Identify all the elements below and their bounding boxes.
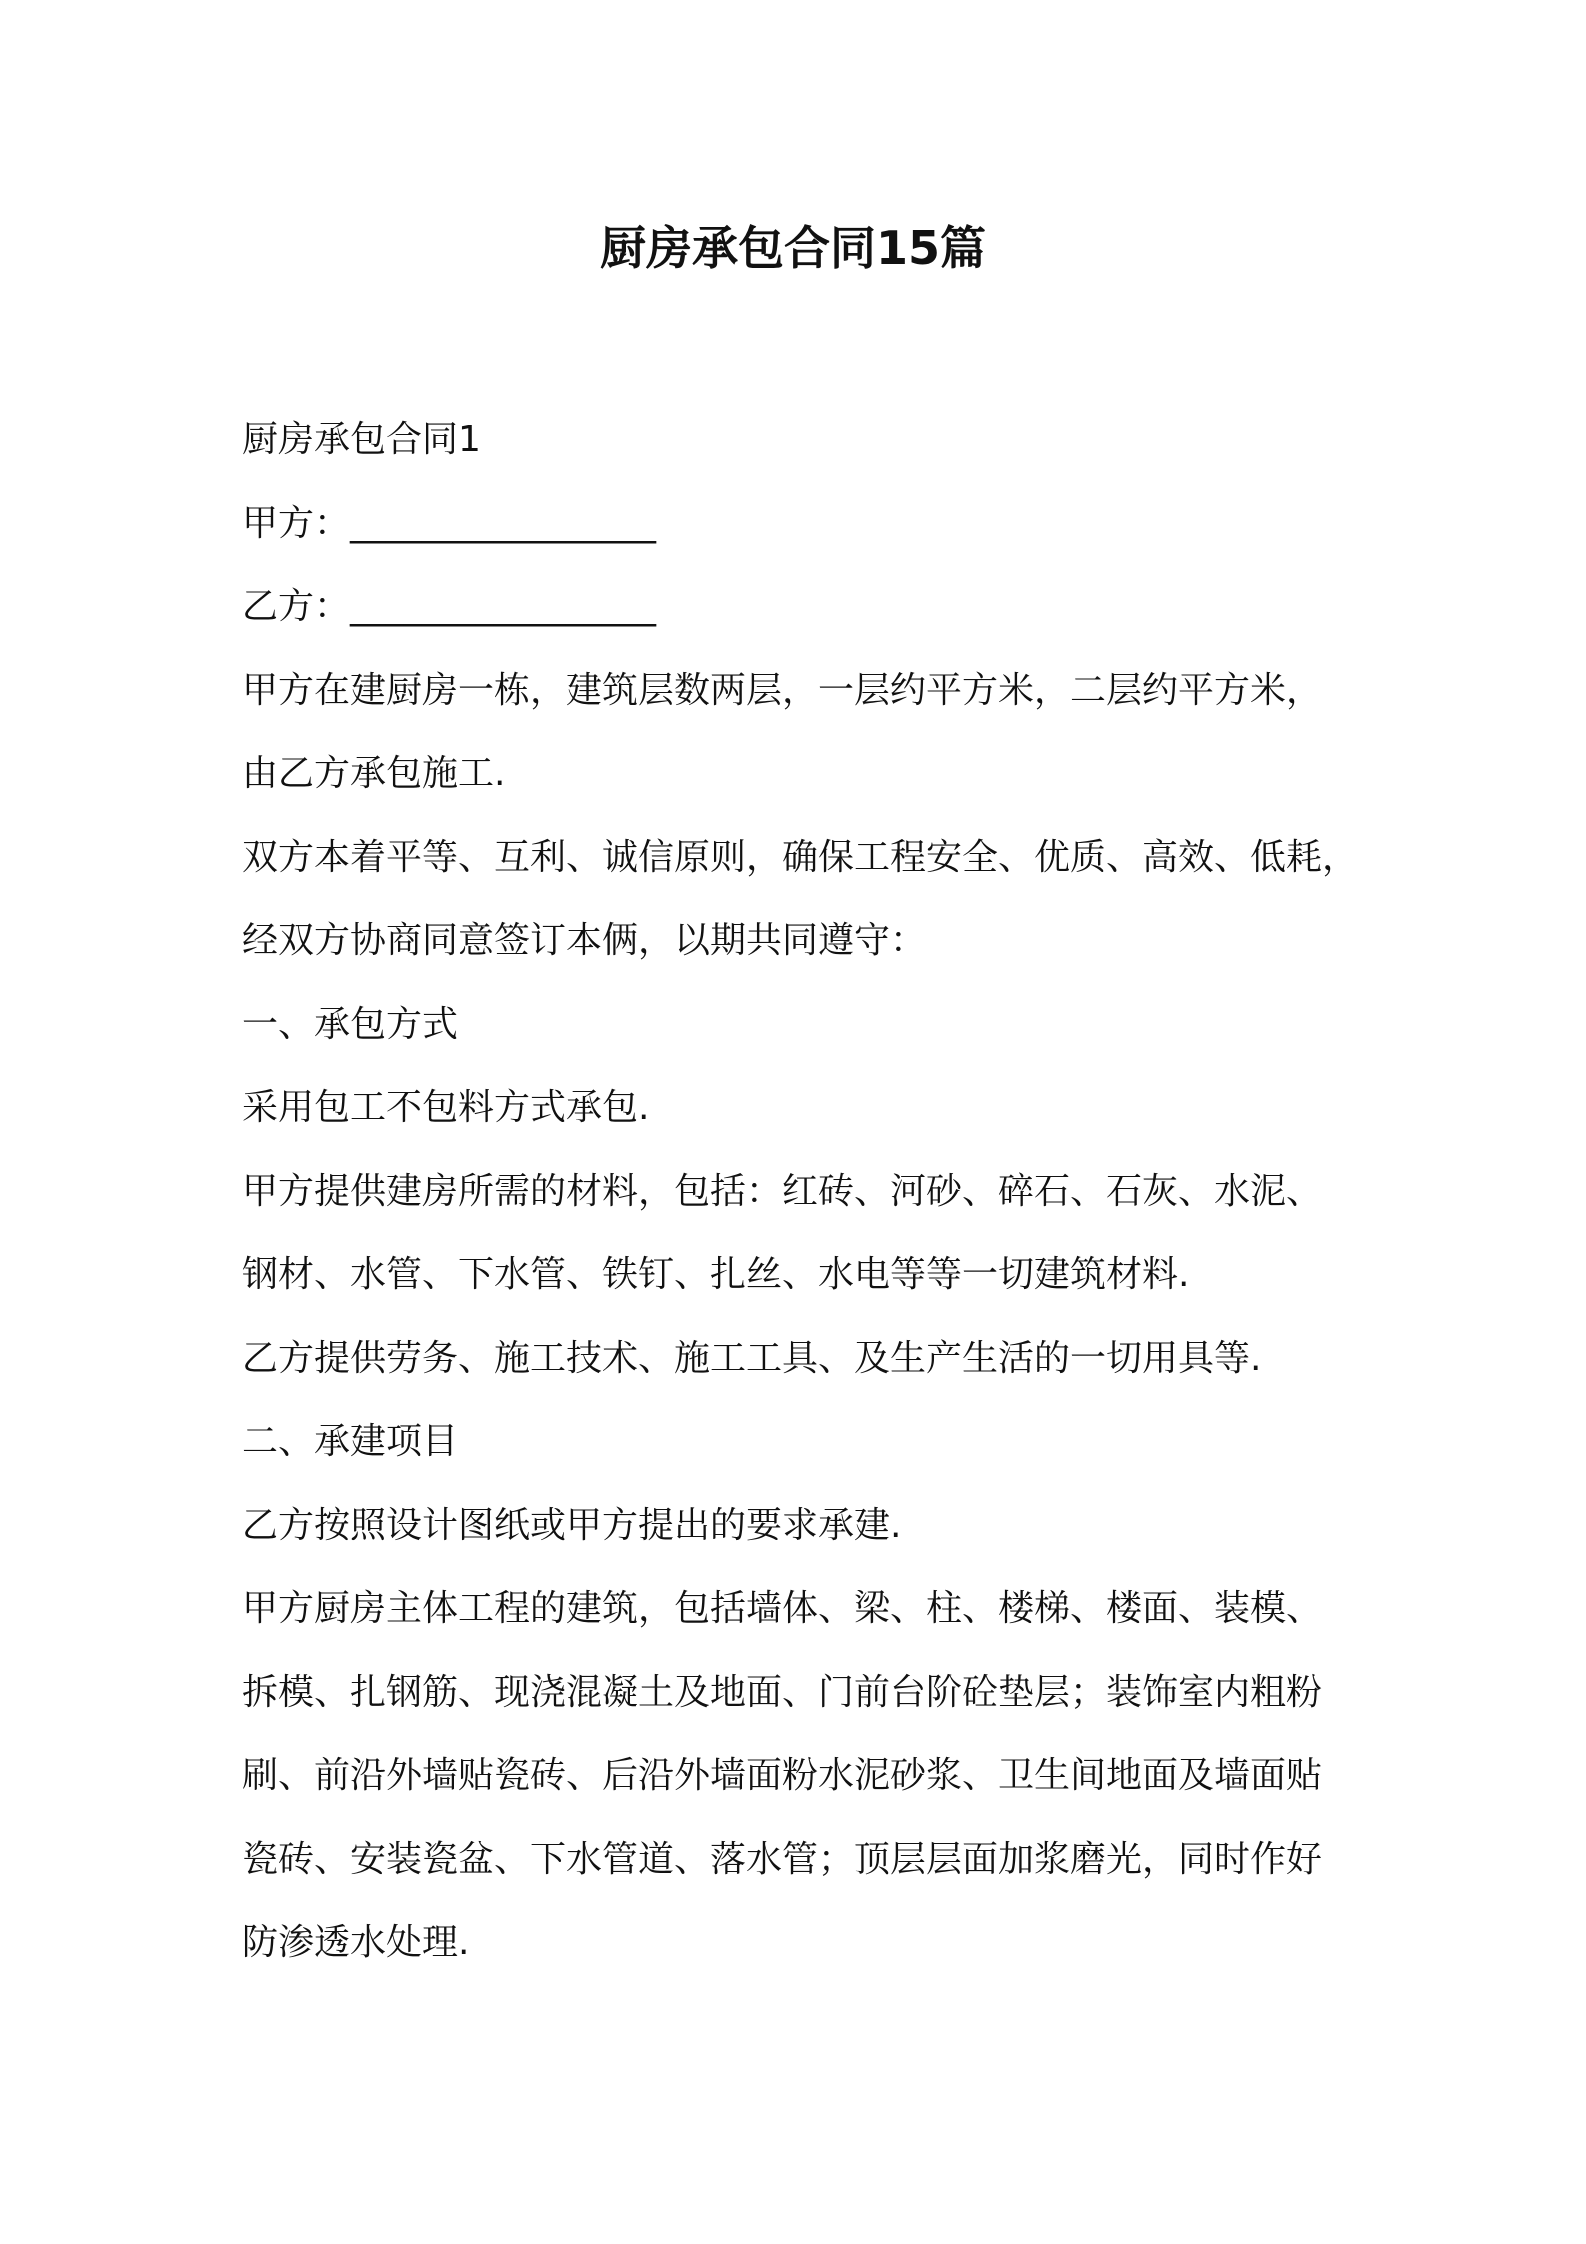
paragraph-line: 拆模、扎钢筋、现浇混凝土及地面、门前台阶砼垫层；装饰室内粗粉 xyxy=(242,1671,1323,1713)
document-body xyxy=(242,398,1362,1985)
paragraph-line: 钢材、水管、下水管、铁钉、扎丝、水电等等一切建筑材料. xyxy=(242,1254,1190,1295)
section-heading-contract-1: 厨房承包合同1 xyxy=(242,419,481,460)
paragraph-line: 刷、前沿外墙贴瓷砖、后沿外墙面粉水泥砂浆、卫生间地面及墙面贴 xyxy=(242,1755,1323,1796)
paragraph-line: 瓷砖、安装瓷盆、下水管道、落水管；顶层层面加浆磨光，同时作好 xyxy=(242,1838,1323,1880)
paragraph-line: 防渗透水处理. xyxy=(242,1922,470,1963)
party-b-line: 乙方：_________________ xyxy=(242,586,657,627)
paragraph-line: 乙方提供劳务、施工技术、施工工具、及生产生活的一切用具等. xyxy=(242,1337,1262,1379)
section-heading-contract-method: 一、承包方式 xyxy=(242,1003,459,1045)
paragraph-line: 乙方按照设计图纸或甲方提出的要求承建. xyxy=(242,1504,902,1546)
paragraph-line: 甲方在建厨房一栋，建筑层数两层，一层约平方米，二层约平方米， xyxy=(242,669,1323,711)
paragraph-line: 由乙方承包施工. xyxy=(242,753,506,794)
section-heading-project: 二、承建项目 xyxy=(242,1421,459,1462)
paragraph-line: 双方本着平等、互利、诚信原则，确保工程安全、优质、高效、低耗， xyxy=(242,836,1359,878)
paragraph-line: 采用包工不包料方式承包. xyxy=(242,1087,650,1128)
party-a-line: 甲方：_________________ xyxy=(242,502,657,544)
paragraph-line: 甲方厨房主体工程的建筑，包括墙体、梁、柱、楼梯、楼面、装模、 xyxy=(242,1588,1323,1629)
paragraph-line: 经双方协商同意签订本俩，以期共同遵守： xyxy=(242,920,927,961)
document-title: 厨房承包合同15篇 xyxy=(599,221,986,275)
paragraph-line: 甲方提供建房所需的材料，包括：红砖、河砂、碎石、石灰、水泥、 xyxy=(242,1170,1323,1212)
